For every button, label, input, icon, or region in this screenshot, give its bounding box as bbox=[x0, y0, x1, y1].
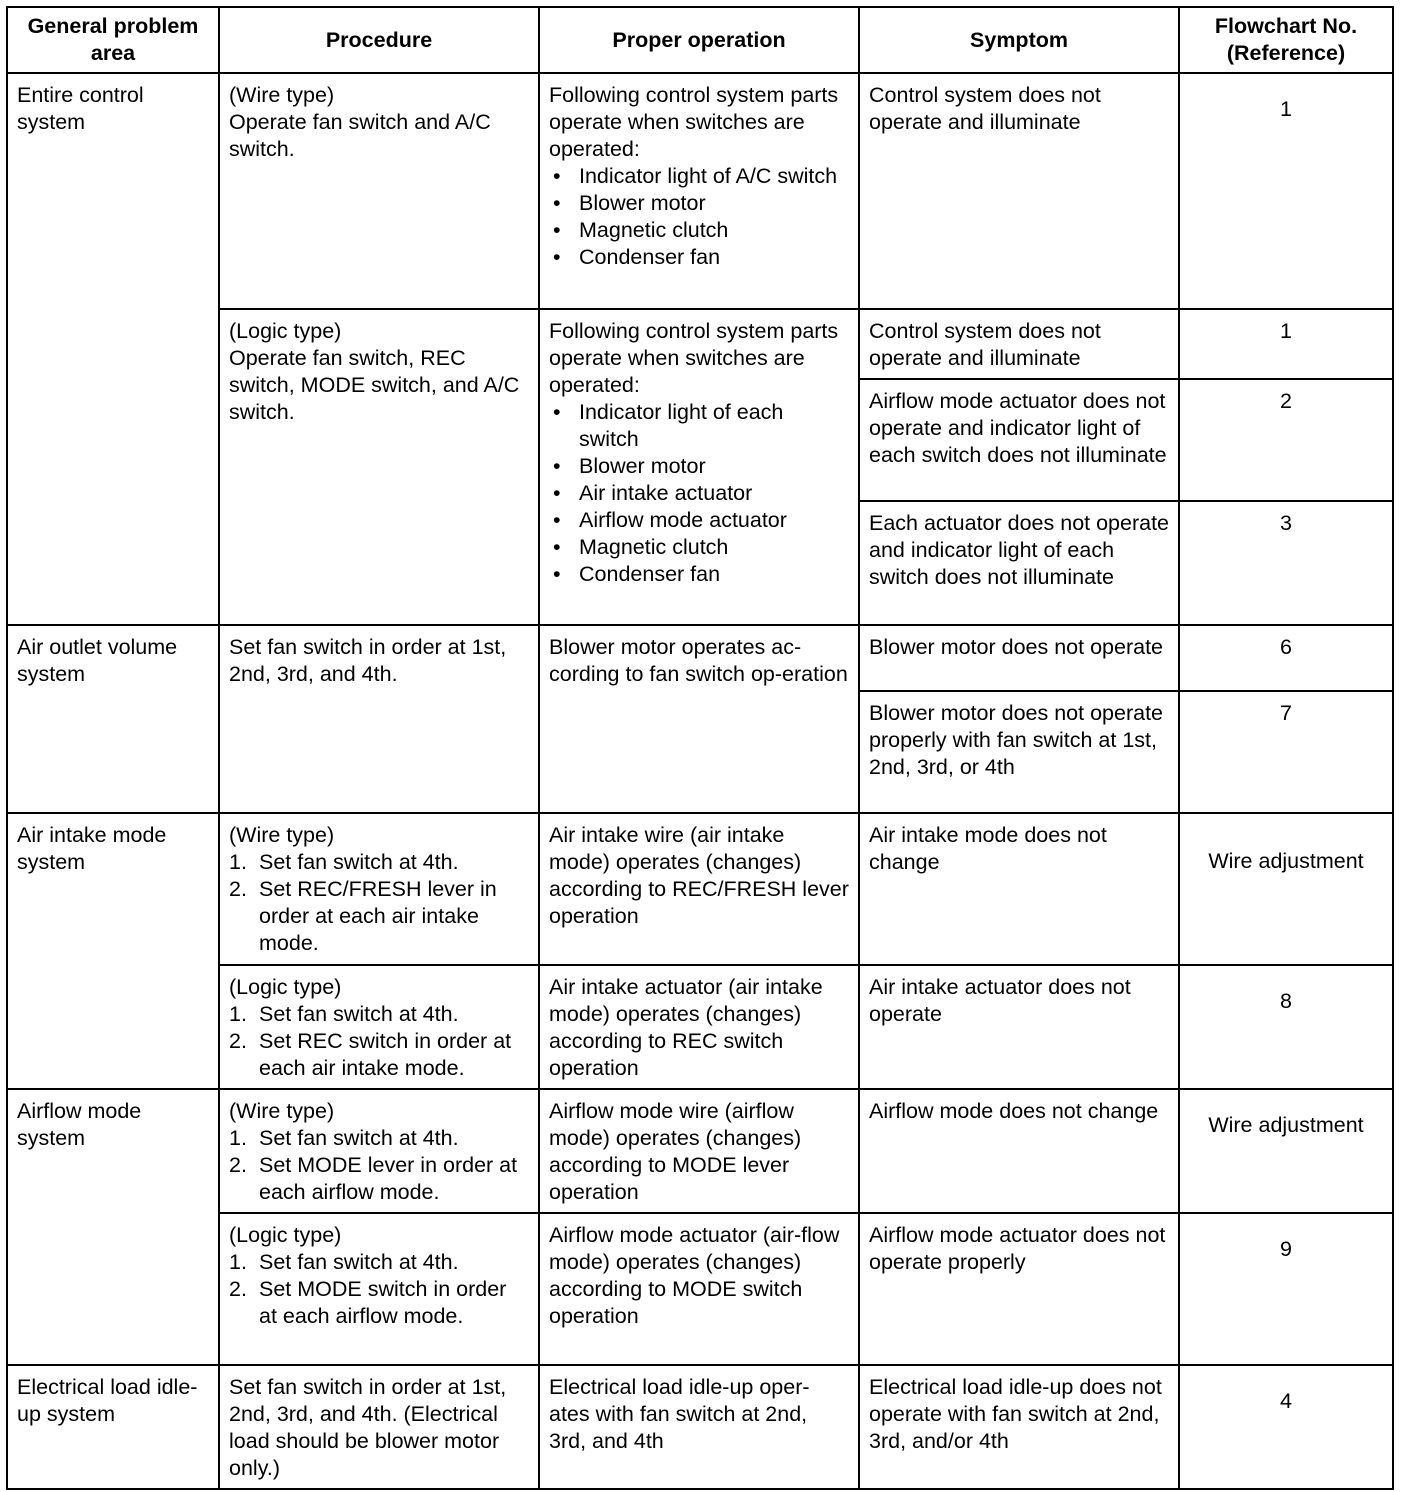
symptom-cell: Control system does not operate and illuminate bbox=[859, 309, 1179, 379]
symptom-cell: Airflow mode actuator does not operate properly bbox=[859, 1213, 1179, 1365]
area-air-intake: Air intake mode system bbox=[7, 813, 219, 1089]
list-item: • Condenser fan bbox=[549, 561, 849, 588]
list-item: • Airflow mode actuator bbox=[549, 507, 849, 534]
flowchart-ref: 9 bbox=[1179, 1213, 1393, 1365]
list-item: • Indicator light of A/C switch bbox=[549, 163, 849, 190]
flowchart-ref: Wire adjustment bbox=[1179, 1089, 1393, 1213]
symptom-cell: Blower motor does not operate properly with fan switch at 1st, 2nd, 3rd, or 4th bbox=[859, 691, 1179, 813]
flowchart-ref: 2 bbox=[1179, 379, 1393, 501]
procedure-cell bbox=[219, 309, 539, 625]
proper-lead: Following control system parts operate when switches are operated: bbox=[549, 83, 839, 161]
flowchart-ref: 1 bbox=[1179, 73, 1393, 309]
type-label: (Wire type) bbox=[229, 1099, 335, 1123]
flowchart-ref: 1 bbox=[1179, 309, 1393, 379]
procedure-cell: Set fan switch in order at 1st, 2nd, 3rd, and 4th. (Electrical load should be blower motor only.) bbox=[219, 1365, 539, 1489]
area-airflow-mode: Airflow mode system bbox=[7, 1089, 219, 1365]
symptom-cell: Air intake mode does not change bbox=[859, 813, 1179, 965]
table-row bbox=[7, 625, 1393, 691]
troubleshooting-table bbox=[6, 6, 1394, 1490]
list-item: • Blower motor bbox=[549, 453, 849, 480]
list-item: • Magnetic clutch bbox=[549, 534, 849, 561]
symptom-cell: Electrical load idle-up does not operate with fan switch at 2nd, 3rd, and/or 4th bbox=[859, 1365, 1179, 1489]
type-label: (Logic type) bbox=[229, 975, 342, 999]
list-item: 2. Set REC/FRESH lever in order at each air intake mode. bbox=[229, 877, 497, 955]
type-label: (Wire type) bbox=[229, 83, 335, 107]
symptom-cell: Blower motor does not operate bbox=[859, 625, 1179, 691]
procedure-cell bbox=[219, 1089, 539, 1213]
type-label: (Wire type) bbox=[229, 823, 335, 847]
procedure-steps bbox=[229, 1125, 529, 1206]
list-item: 1. Set fan switch at 4th. bbox=[229, 1250, 459, 1274]
area-electrical-load: Electrical load idle-up system bbox=[7, 1365, 219, 1489]
symptom-cell: Airflow mode actuator does not operate and indicator light of each switch does not illuminate bbox=[859, 379, 1179, 501]
list-item: • Condenser fan bbox=[549, 244, 849, 271]
procedure-cell: Set fan switch in order at 1st, 2nd, 3rd, and 4th. bbox=[219, 625, 539, 813]
list-item: 1. Set fan switch at 4th. bbox=[229, 1002, 459, 1026]
procedure-steps bbox=[229, 1001, 529, 1082]
proper-list bbox=[549, 399, 849, 588]
flowchart-ref: 3 bbox=[1179, 501, 1393, 625]
area-entire-control: Entire control system bbox=[7, 73, 219, 625]
proper-operation-cell: Blower motor operates ac-cording to fan switch op-eration bbox=[539, 625, 859, 813]
proper-operation-cell: Airflow mode actuator (air-flow mode) operates (changes) according to MODE switch operation bbox=[539, 1213, 859, 1365]
header-proper-operation: Proper operation bbox=[539, 7, 859, 73]
proper-operation-cell bbox=[539, 73, 859, 309]
proper-operation-cell: Air intake actuator (air intake mode) operates (changes) according to REC switch operation bbox=[539, 965, 859, 1089]
procedure-steps bbox=[229, 849, 529, 957]
table-row bbox=[7, 73, 1393, 309]
proper-lead: Following control system parts operate when switches are operated: bbox=[549, 319, 839, 397]
symptom-cell: Each actuator does not operate and indicator light of each switch does not illuminate bbox=[859, 501, 1179, 625]
list-item: 1. Set fan switch at 4th. bbox=[229, 1126, 459, 1150]
list-item: 1. Set fan switch at 4th. bbox=[229, 850, 459, 874]
proper-operation-cell: Air intake wire (air intake mode) operates (changes) according to REC/FRESH lever operation bbox=[539, 813, 859, 965]
procedure-cell bbox=[219, 1213, 539, 1365]
header-area: General problem area bbox=[7, 7, 219, 73]
list-item: • Air intake actuator bbox=[549, 480, 849, 507]
header-row bbox=[7, 7, 1393, 73]
symptom-cell: Control system does not operate and illuminate bbox=[859, 73, 1179, 309]
symptom-cell: Air intake actuator does not operate bbox=[859, 965, 1179, 1089]
table-row bbox=[7, 813, 1393, 965]
troubleshooting-table-wrapper bbox=[6, 6, 1392, 1490]
procedure-cell bbox=[219, 965, 539, 1089]
header-flowchart: Flowchart No. (Reference) bbox=[1179, 7, 1393, 73]
flowchart-ref: 8 bbox=[1179, 965, 1393, 1089]
list-item: 2. Set MODE lever in order at each airflow mode. bbox=[229, 1153, 518, 1204]
flowchart-ref: 4 bbox=[1179, 1365, 1393, 1489]
proper-operation-cell bbox=[539, 309, 859, 625]
proper-operation-cell: Airflow mode wire (airflow mode) operates (changes) according to MODE lever operation bbox=[539, 1089, 859, 1213]
proper-list bbox=[549, 163, 849, 271]
table-row bbox=[7, 1089, 1393, 1213]
procedure-steps bbox=[229, 1249, 529, 1330]
type-label: (Logic type) bbox=[229, 319, 342, 343]
list-item: • Magnetic clutch bbox=[549, 217, 849, 244]
flowchart-ref: 7 bbox=[1179, 691, 1393, 813]
flowchart-ref: Wire adjustment bbox=[1179, 813, 1393, 965]
procedure-text: Operate fan switch and A/C switch. bbox=[229, 110, 491, 161]
procedure-text: Operate fan switch, REC switch, MODE switch, and A/C switch. bbox=[229, 346, 520, 424]
procedure-cell bbox=[219, 73, 539, 309]
list-item: • Blower motor bbox=[549, 190, 849, 217]
list-item: 2. Set MODE switch in order at each airflow mode. bbox=[229, 1277, 507, 1328]
header-procedure: Procedure bbox=[219, 7, 539, 73]
type-label: (Logic type) bbox=[229, 1223, 342, 1247]
symptom-cell: Airflow mode does not change bbox=[859, 1089, 1179, 1213]
area-air-outlet: Air outlet volume system bbox=[7, 625, 219, 813]
header-symptom: Symptom bbox=[859, 7, 1179, 73]
procedure-cell bbox=[219, 813, 539, 965]
proper-operation-cell: Electrical load idle-up oper-ates with fan switch at 2nd, 3rd, and 4th bbox=[539, 1365, 859, 1489]
flowchart-ref: 6 bbox=[1179, 625, 1393, 691]
table-row bbox=[7, 1365, 1393, 1489]
list-item: 2. Set REC switch in order at each air intake mode. bbox=[229, 1029, 512, 1080]
list-item: • Indicator light of each switch bbox=[549, 399, 849, 453]
